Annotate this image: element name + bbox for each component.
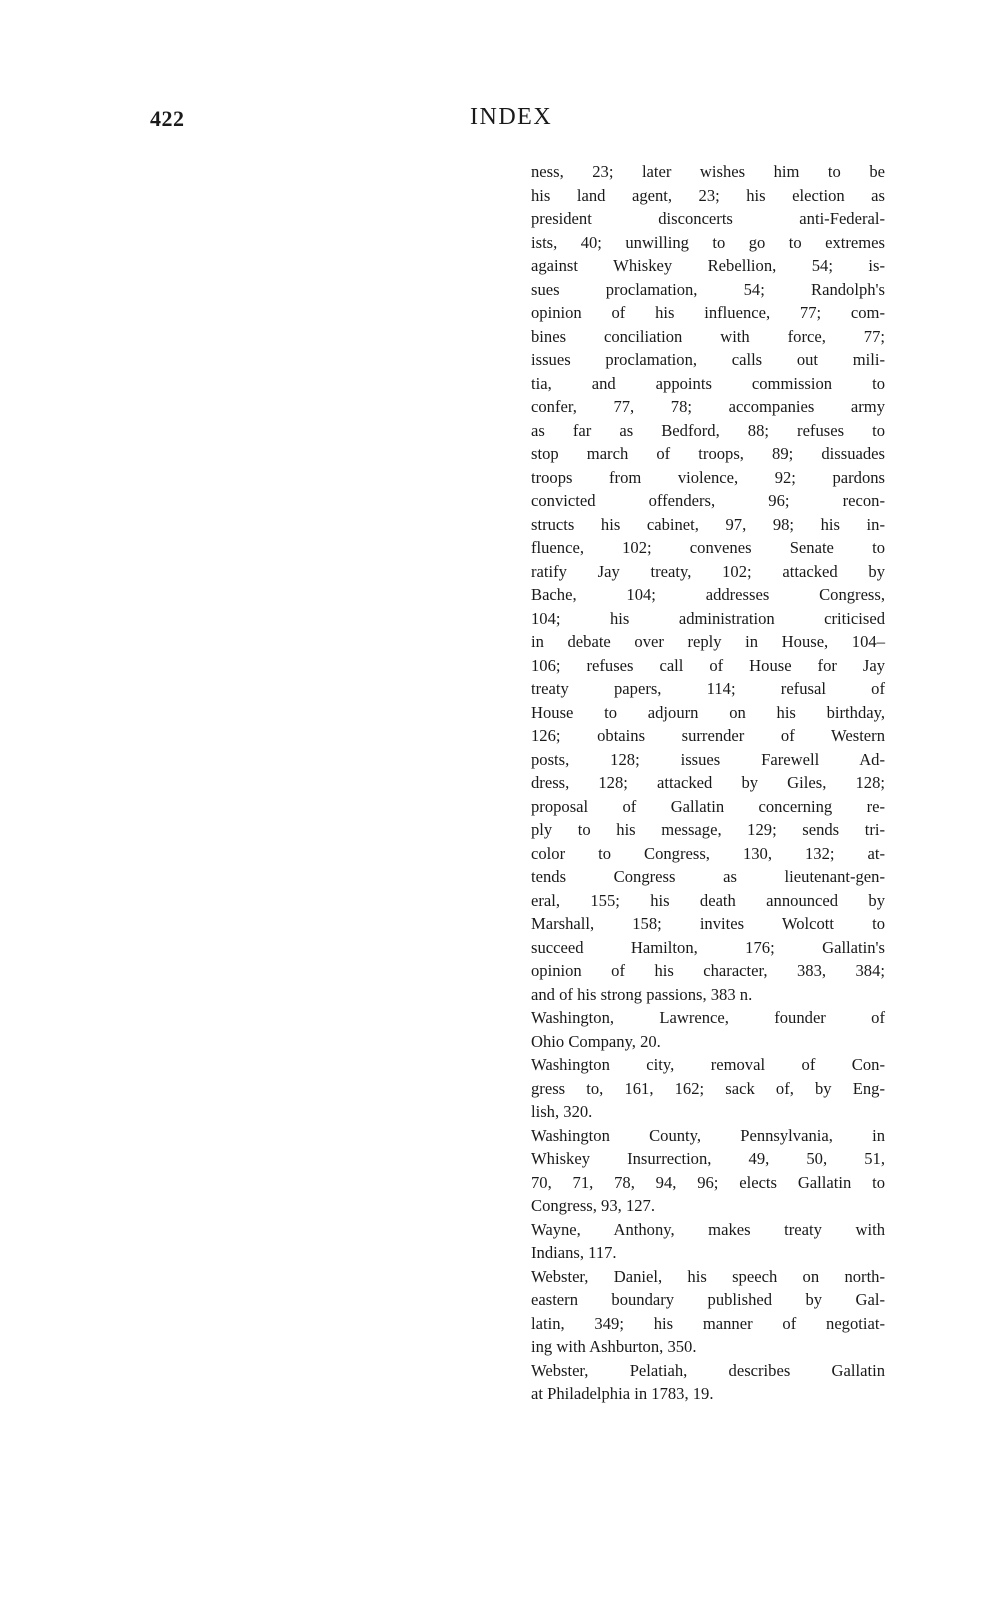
index-line: opinion of his influence, 77; com- bbox=[531, 303, 885, 322]
index-line: stop march of troops, 89; dissuades bbox=[531, 444, 885, 463]
index-line: Webster, Daniel, his speech on north- bbox=[531, 1266, 885, 1286]
index-line: ness, 23; later wishes him to be bbox=[531, 162, 885, 181]
index-entry bbox=[531, 1265, 885, 1359]
index-line: against Whiskey Rebellion, 54; is- bbox=[531, 256, 885, 275]
index-line: troops from violence, 92; pardons bbox=[531, 467, 885, 487]
index-entry bbox=[531, 1053, 885, 1124]
index-line: Whiskey Insurrection, 49, 50, 51, bbox=[531, 1149, 885, 1168]
index-line: Indians, 117. bbox=[531, 1243, 617, 1262]
index-line: confer, 77, 78; accompanies army bbox=[531, 397, 885, 416]
index-line: Washington city, removal of Con- bbox=[531, 1055, 885, 1074]
index-line: Washington, Lawrence, founder of bbox=[531, 1008, 885, 1027]
running-head: INDEX bbox=[470, 104, 553, 130]
index-line: at Philadelphia in 1783, 19. bbox=[531, 1384, 714, 1403]
index-line: issues proclamation, calls out mili- bbox=[531, 350, 885, 369]
page-number: 422 bbox=[150, 106, 185, 131]
index-line: sues proclamation, 54; Randolph's bbox=[531, 279, 885, 299]
index-entries bbox=[531, 1006, 885, 1406]
index-line: color to Congress, 130, 132; at- bbox=[531, 843, 885, 863]
index-line: fluence, 102; convenes Senate to bbox=[531, 538, 885, 557]
index-line: ratify Jay treaty, 102; attacked by bbox=[531, 561, 885, 581]
index-line: Marshall, 158; invites Wolcott to bbox=[531, 914, 885, 933]
index-column bbox=[531, 160, 885, 1406]
index-entry bbox=[531, 1006, 885, 1053]
index-line: his land agent, 23; his election as bbox=[531, 185, 885, 205]
index-line: opinion of his character, 383, 384; bbox=[531, 961, 885, 980]
index-line: eastern boundary published by Gal- bbox=[531, 1290, 885, 1309]
index-line: president disconcerts anti-Federal- bbox=[531, 209, 885, 228]
index-line: Congress, 93, 127. bbox=[531, 1196, 655, 1215]
index-entry bbox=[531, 1124, 885, 1218]
index-entry bbox=[531, 1359, 885, 1406]
index-line: in debate over reply in House, 104– bbox=[531, 632, 885, 651]
index-line: ply to his message, 129; sends tri- bbox=[531, 820, 885, 839]
index-line: convicted offenders, 96; recon- bbox=[531, 491, 885, 510]
index-line: posts, 128; issues Farewell Ad- bbox=[531, 749, 885, 769]
index-line: 126; obtains surrender of Western bbox=[531, 726, 885, 745]
index-line: succeed Hamilton, 176; Gallatin's bbox=[531, 937, 885, 957]
index-line: eral, 155; his death announced by bbox=[531, 890, 885, 910]
index-line: dress, 128; attacked by Giles, 128; bbox=[531, 773, 885, 792]
index-line: latin, 349; his manner of negotiat- bbox=[531, 1313, 885, 1333]
index-line: bines conciliation with force, 77; bbox=[531, 326, 885, 346]
index-line: Wayne, Anthony, makes treaty with bbox=[531, 1219, 885, 1239]
index-line: Washington County, Pennsylvania, in bbox=[531, 1125, 885, 1145]
index-line: ists, 40; unwilling to go to extremes bbox=[531, 232, 885, 252]
index-line: treaty papers, 114; refusal of bbox=[531, 679, 885, 698]
index-line: and of his strong passions, 383 n. bbox=[531, 984, 753, 1004]
index-entry bbox=[531, 1218, 885, 1265]
index-line: Bache, 104; addresses Congress, bbox=[531, 585, 885, 604]
index-line: structs his cabinet, 97, 98; his in- bbox=[531, 514, 885, 534]
index-line: gress to, 161, 162; sack of, by Eng- bbox=[531, 1078, 885, 1098]
index-line: ing with Ashburton, 350. bbox=[531, 1337, 697, 1356]
index-line: tia, and appoints commission to bbox=[531, 373, 885, 393]
index-line: proposal of Gallatin concerning re- bbox=[531, 796, 885, 816]
index-line: House to adjourn on his birthday, bbox=[531, 702, 885, 722]
index-line: tends Congress as lieutenant-gen- bbox=[531, 867, 885, 886]
index-line: lish, 320. bbox=[531, 1102, 593, 1121]
index-line: 70, 71, 78, 94, 96; elects Gallatin to bbox=[531, 1172, 885, 1192]
index-entry-continuation bbox=[531, 160, 885, 1006]
index-line: Webster, Pelatiah, describes Gallatin bbox=[531, 1360, 885, 1380]
index-line: 104; his administration criticised bbox=[531, 608, 885, 628]
index-line: Ohio Company, 20. bbox=[531, 1031, 661, 1051]
index-line: 106; refuses call of House for Jay bbox=[531, 655, 885, 675]
index-line: as far as Bedford, 88; refuses to bbox=[531, 420, 885, 440]
